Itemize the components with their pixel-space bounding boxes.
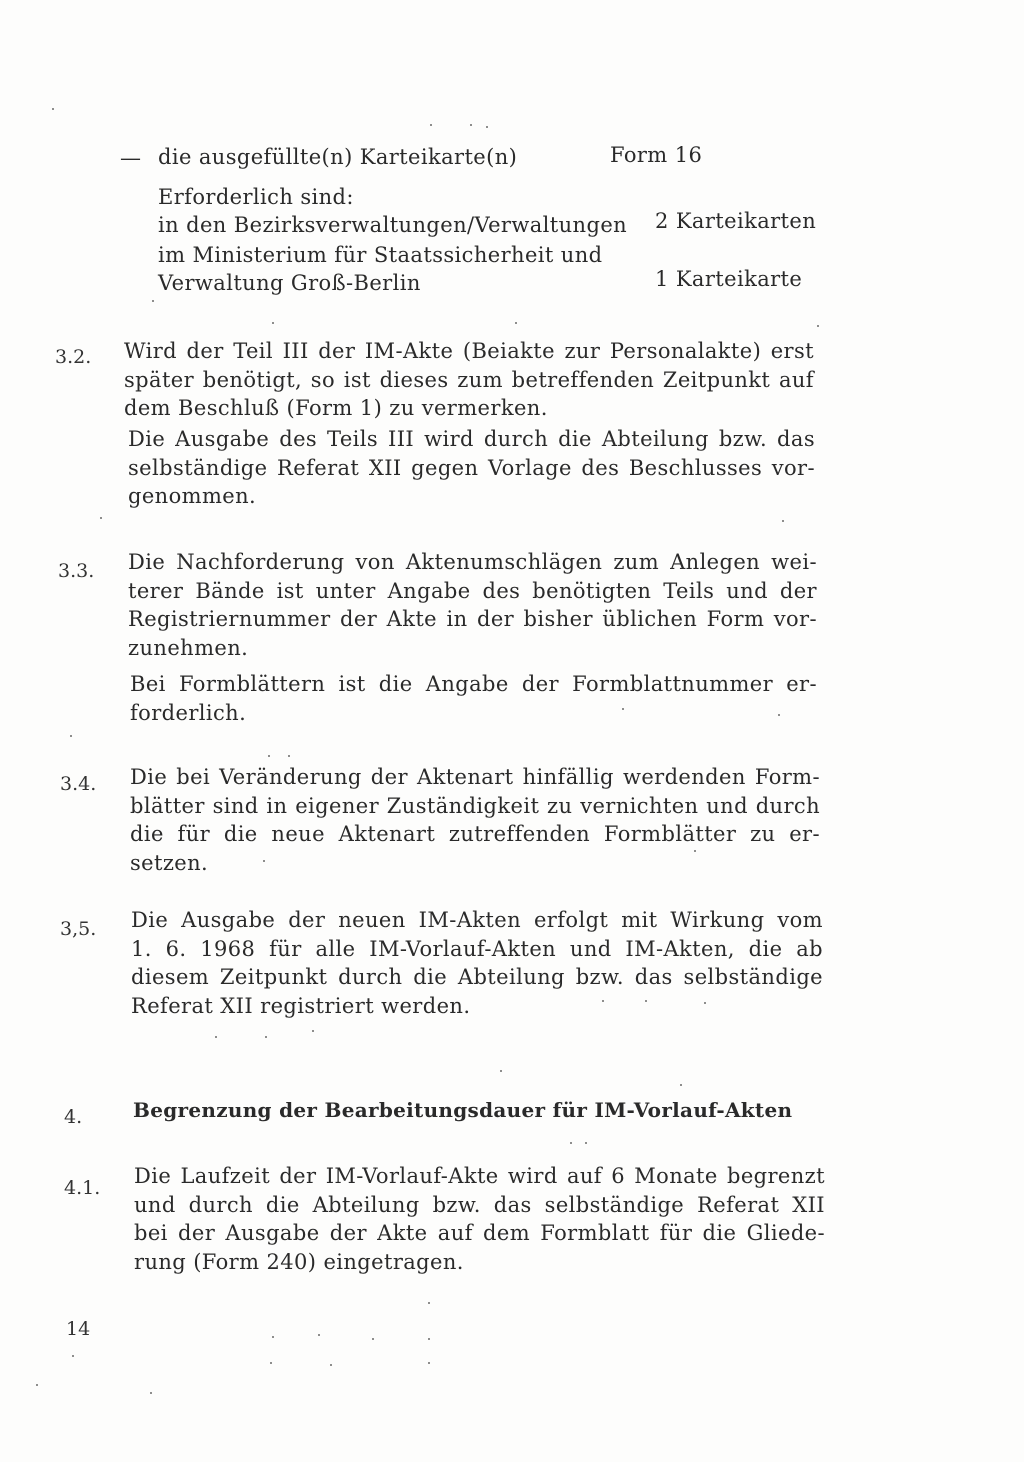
- text-line: diesem Zeitpunkt durch die Abteilung bzw. das selbständige: [131, 965, 823, 989]
- text-line: Die Ausgabe der neuen IM-Akten erfolgt mit Wirkung vom: [131, 908, 823, 932]
- text-line: bei der Ausgabe der Akte auf dem Formblatt für die Gliede-: [134, 1221, 825, 1245]
- text-line: die für die neue Aktenart zutreffenden Formblätter zu er-: [130, 822, 820, 846]
- row1-label: in den Bezirksverwaltungen/Verwaltungen: [158, 213, 628, 237]
- required-label: Erforderlich sind:: [158, 185, 354, 209]
- scan-speck: [622, 708, 624, 710]
- section-3-4-para-1: [130, 763, 820, 877]
- scan-speck: [330, 1364, 332, 1366]
- section-3-5-para-1: [131, 906, 823, 1020]
- scan-speck: [318, 1334, 320, 1336]
- scan-speck: [486, 126, 488, 128]
- scan-speck: [372, 1338, 374, 1340]
- text-line: selbständige Referat XII gegen Vorlage des Beschlusses vor-: [128, 455, 815, 480]
- row2-label-line1: im Ministerium für Staatssicherheit und: [158, 243, 603, 267]
- text-line: Bei Formblättern ist die Angabe der Formblattnummer er-: [130, 672, 817, 696]
- section-number-3-5: 3,5.: [60, 918, 97, 940]
- list-item-form: Form 16: [610, 143, 703, 167]
- scan-speck: [152, 300, 154, 302]
- scan-speck: [70, 735, 72, 737]
- scan-speck: [680, 1084, 682, 1086]
- text-line: dem Beschluß (Form 1) zu vermerken.: [124, 396, 548, 420]
- text-line: Registriernummer der Akte in der bisher üblichen Form vor-: [128, 607, 817, 631]
- scan-speck: [36, 1384, 38, 1386]
- text-line: setzen.: [130, 850, 209, 875]
- text-line: Die bei Veränderung der Aktenart hinfällig werdenden Form-: [130, 765, 820, 789]
- scan-speck: [52, 108, 54, 110]
- scan-speck: [428, 1362, 430, 1364]
- scan-speck: [428, 1302, 430, 1304]
- text-line: Die Nachforderung von Aktenumschlägen zum Anlegen wei-: [128, 550, 817, 574]
- section-4-1-para-1: [134, 1162, 825, 1276]
- scan-speck: [778, 714, 780, 716]
- scan-speck: [312, 1030, 314, 1032]
- text-line: terer Bände ist unter Angabe des benötigten Teils und der: [128, 578, 817, 603]
- scan-speck: [704, 1002, 706, 1004]
- text-line: genommen.: [128, 484, 257, 508]
- text-line: zunehmen.: [128, 635, 249, 660]
- scan-speck: [428, 1338, 430, 1340]
- scan-speck: [515, 322, 517, 324]
- scan-speck: [585, 1142, 587, 1144]
- scan-speck: [694, 850, 696, 852]
- scan-speck: [430, 124, 432, 126]
- list-item-label: die ausgefüllte(n) Karteikarte(n): [158, 145, 518, 169]
- scan-speck: [272, 1336, 274, 1338]
- scan-speck: [265, 1036, 267, 1038]
- scan-speck: [782, 520, 784, 522]
- scan-speck: [72, 1355, 74, 1357]
- text-line: 1. 6. 1968 für alle IM-Vorlauf-Akten und IM-Akten, die ab: [131, 936, 823, 961]
- scan-speck: [150, 1392, 152, 1394]
- scan-speck: [288, 755, 290, 757]
- row2-value: 1 Karteikarte: [655, 267, 803, 291]
- scan-speck: [817, 325, 819, 327]
- scan-speck: [500, 1070, 502, 1072]
- text-line: forderlich.: [130, 700, 247, 725]
- section-4-heading: Begrenzung der Bearbeitungsdauer für IM-Vorlauf-Akten: [133, 1098, 793, 1122]
- section-3-2-para-1: [124, 337, 814, 423]
- section-3-2-para-2: [128, 425, 815, 511]
- section-number-3-4: 3.4.: [60, 773, 97, 795]
- scan-speck: [100, 517, 102, 519]
- section-number-3-3: 3.3.: [58, 560, 95, 582]
- text-line: Die Ausgabe des Teils III wird durch die Abteilung bzw. das: [128, 427, 815, 451]
- scan-speck: [215, 1036, 217, 1038]
- text-line: Wird der Teil III der IM-Akte (Beiakte zur Personalakte) erst: [124, 339, 814, 363]
- text-line: und durch die Abteilung bzw. das selbständige Referat XII: [134, 1192, 825, 1217]
- section-number-4-1: 4.1.: [64, 1177, 101, 1199]
- list-dash: —: [120, 146, 141, 170]
- text-line: blätter sind in eigener Zuständigkeit zu vernichten und durch: [130, 793, 820, 818]
- text-line: später benötigt, so ist dieses zum betreffenden Zeitpunkt auf: [124, 367, 814, 392]
- page-number: 14: [66, 1318, 91, 1340]
- scan-speck: [602, 1000, 604, 1002]
- scan-speck: [268, 755, 270, 757]
- scan-speck: [263, 860, 265, 862]
- scan-speck: [270, 1362, 272, 1364]
- scan-speck: [470, 124, 472, 126]
- scan-speck: [645, 1000, 647, 1002]
- section-number-4: 4.: [64, 1106, 83, 1128]
- section-3-3-para-2: [130, 670, 817, 727]
- text-line: rung (Form 240) eingetragen.: [134, 1249, 464, 1274]
- scan-speck: [272, 322, 274, 324]
- section-3-3-para-1: [128, 548, 817, 662]
- scan-speck: [570, 1142, 572, 1144]
- text-line: Die Laufzeit der IM-Vorlauf-Akte wird auf 6 Monate begrenzt: [134, 1164, 825, 1188]
- text-line: Referat XII registriert werden.: [131, 993, 471, 1018]
- section-number-3-2: 3.2.: [55, 346, 92, 368]
- row1-value: 2 Karteikarten: [655, 209, 817, 233]
- row2-label-line2: Verwaltung Groß-Berlin: [158, 271, 421, 295]
